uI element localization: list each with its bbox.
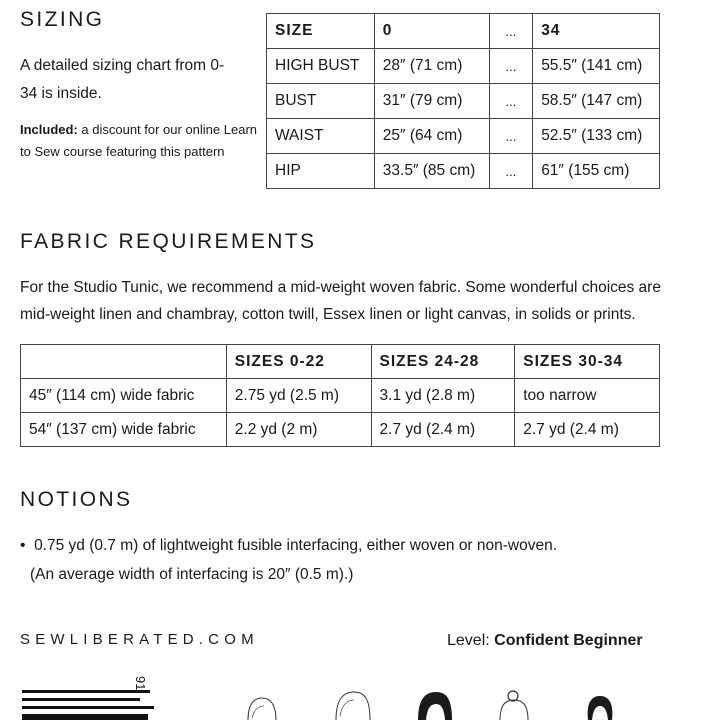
table-row [267,14,660,49]
table-cell: too narrow [515,379,660,413]
website-link[interactable]: SEWLIBERATED.COM [20,631,259,648]
table-row [21,345,660,379]
logo-rotated-text: 91 [133,676,148,691]
table-row [21,379,660,413]
table-cell: 58.5″ (147 cm) [533,84,660,119]
table-cell: 28″ (71 cm) [374,49,489,84]
table-cell: 2.75 yd (2.5 m) [226,379,371,413]
table-cell: WAIST [267,119,375,154]
sizing-table [266,13,660,189]
table-cell: 2.7 yd (2.4 m) [371,413,515,447]
fabric-table [20,344,660,447]
table-cell: 54″ (137 cm) wide fabric [21,413,227,447]
table-cell: 2.2 yd (2 m) [226,413,371,447]
sizing-intro: A detailed sizing chart from 0-34 is inside. [20,57,225,102]
table-cell: 52.5″ (133 cm) [533,119,660,154]
table-row [267,49,660,84]
notions-line1: 0.75 yd (0.7 m) of lightweight fusible interfacing, either woven or non-woven. [34,537,558,554]
table-cell: 61″ (155 cm) [533,154,660,189]
table-header-cell: ... [489,14,533,49]
table-header-cell: SIZES 24-28 [371,345,515,379]
notions-item [20,532,557,560]
table-cell: 2.7 yd (2.4 m) [515,413,660,447]
table-cell: 31″ (79 cm) [374,84,489,119]
table-cell: BUST [267,84,375,119]
figure-heads-icon [230,690,650,720]
table-row [267,84,660,119]
table-cell: 55.5″ (141 cm) [533,49,660,84]
table-cell: HIP [267,154,375,189]
table-header-cell: SIZES 0-22 [226,345,371,379]
table-header-cell: SIZE [267,14,375,49]
stripes-icon [22,676,172,720]
figure-sketches [230,690,650,720]
table-cell: 45″ (114 cm) wide fabric [21,379,227,413]
table-cell: 33.5″ (85 cm) [374,154,489,189]
bullet-glyph: • [20,537,26,554]
fabric-heading: FABRIC REQUIREMENTS [20,230,317,253]
table-cell: ... [489,49,533,84]
level-value: Confident Beginner [489,632,643,649]
table-header-cell: 34 [533,14,660,49]
table-row [267,119,660,154]
table-row [21,413,660,447]
included-text: a discount for our online Learn to Sew course featuring this pattern [20,122,258,159]
sizing-included-note [20,119,258,163]
table-header-cell: 0 [374,14,489,49]
brand-logo [22,676,172,720]
table-cell: 3.1 yd (2.8 m) [371,379,515,413]
notions-heading: NOTIONS [20,488,133,511]
table-header-cell [21,345,227,379]
table-cell: ... [489,84,533,119]
table-cell: HIGH BUST [267,49,375,84]
sizing-heading: SIZING [20,8,105,31]
skill-level [447,632,643,650]
table-cell: 25″ (64 cm) [374,119,489,154]
table-header-cell: SIZES 30-34 [515,345,660,379]
table-cell: ... [489,119,533,154]
fabric-text-line1: For the Studio Tunic, we recommend a mid-weight woven fabric. Some wonderful choices are [20,279,661,296]
table-row [267,154,660,189]
level-label: Level: [447,632,490,649]
included-label: Included: [20,122,78,137]
fabric-text-line2: mid-weight linen and chambray, cotton twill, Essex linen or light canvas, in solids or prints. [20,306,636,323]
table-cell: ... [489,154,533,189]
notions-line2: (An average width of interfacing is 20″ (0.5 m).) [30,566,354,583]
